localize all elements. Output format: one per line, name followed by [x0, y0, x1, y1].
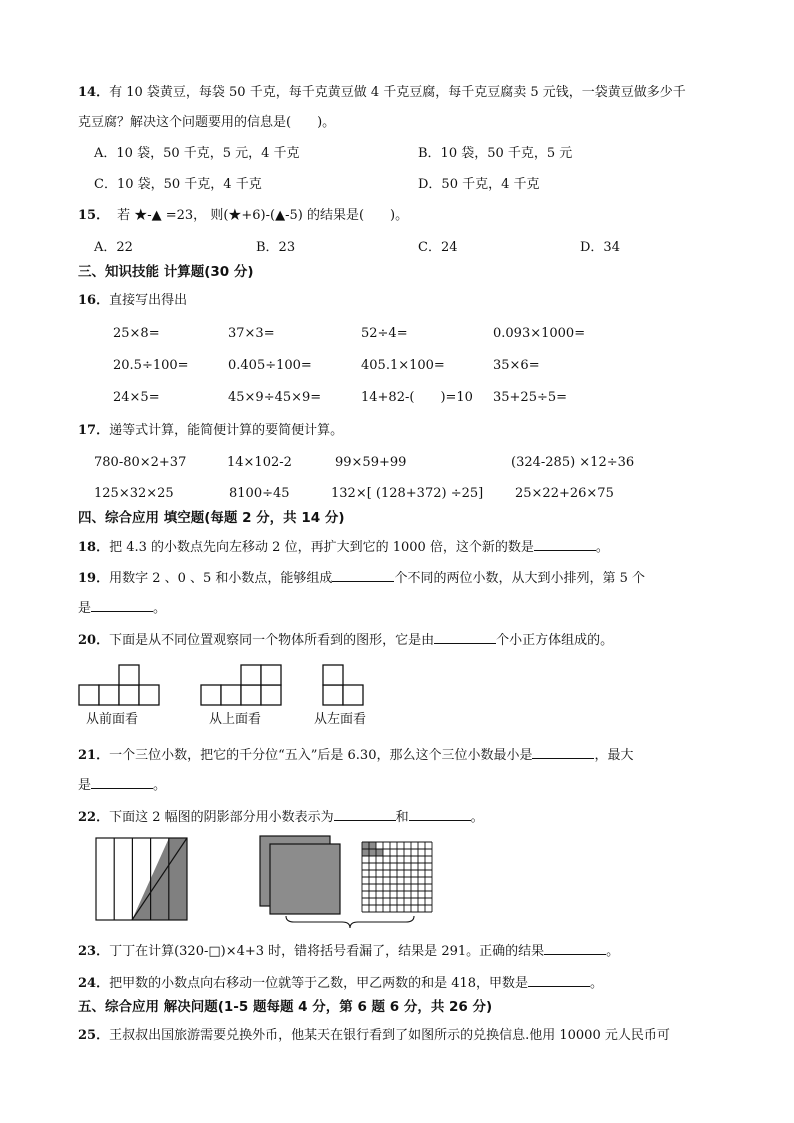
question-text: 递等式计算，能简便计算的要简便计算。	[109, 423, 344, 438]
calc-item: 25×22+26×75	[515, 486, 614, 501]
question-text: 有 10 袋黄豆，每袋 50 千克，每千克黄豆做 4 千克豆腐，每千克豆腐卖 5 元钱，一袋黄豆做多少千	[109, 85, 686, 100]
question-text: 。	[153, 601, 167, 616]
calc-item: 0.405÷100=	[228, 358, 312, 373]
answer-blank[interactable]	[334, 809, 396, 821]
calc-item: 14+82-( )=10	[361, 390, 473, 405]
question-number: 17．	[78, 423, 110, 438]
question-text: 和	[395, 810, 409, 825]
question-text: 丁丁在计算(320-□)×4+3 时，错将括号看漏了，结果是 291。正确的结果	[109, 944, 545, 959]
left-view-figure	[322, 663, 366, 707]
answer-blank[interactable]	[532, 747, 594, 759]
calc-item: 8100÷45	[229, 486, 290, 501]
option-c: C．24	[418, 240, 458, 255]
question-text: 下面是从不同位置观察同一个物体所看到的图形，它是由	[109, 633, 435, 648]
question-number: 20．	[78, 633, 110, 648]
calc-item: 125×32×25	[94, 486, 174, 501]
top-view-figure	[200, 663, 284, 707]
grid-shaded-cell	[362, 842, 369, 849]
option-b: B．10 袋，50 千克，5 元	[418, 146, 573, 161]
question-number: 16．	[78, 293, 110, 308]
section-heading: 五、综合应用 解决问题(1-5 题每题 4 分，第 6 题 6 分，共 26 分)	[78, 999, 493, 1015]
question-text: ，最大	[594, 748, 634, 763]
question-text: 把 4.3 的小数点先向左移动 2 位，再扩大到它的 1000 倍，这个新的数是	[109, 540, 534, 555]
hundred-grid-figure	[360, 840, 434, 914]
question-number: 18．	[78, 540, 110, 555]
brace-figure	[284, 914, 416, 930]
question-number: 24．	[78, 976, 110, 991]
calc-item: (324-285) ×12÷36	[511, 455, 635, 470]
grid-shaded-cell	[369, 849, 376, 856]
answer-blank[interactable]	[434, 632, 496, 644]
grid-shaded-cell	[376, 849, 383, 856]
question-number: 15．	[78, 208, 110, 223]
section-heading: 三、知识技能 计算题(30 分)	[78, 264, 254, 280]
calc-item: 0.093×1000=	[493, 326, 586, 341]
calc-item: 132×[ (128+372) ÷25]	[331, 486, 484, 501]
calc-item: 14×102-2	[227, 455, 292, 470]
question-text: 用数字 2 、0 、5 和小数点，能够组成	[109, 571, 333, 586]
option-b: B．23	[256, 240, 296, 255]
grid-shaded-cell	[369, 842, 376, 849]
answer-blank[interactable]	[544, 943, 606, 955]
section-heading: 四、综合应用 填空题(每题 2 分，共 14 分)	[78, 510, 345, 526]
question-text: 个小正方体组成的。	[496, 633, 614, 648]
front-view-figure	[78, 663, 162, 707]
question-text: 。	[590, 976, 604, 991]
question-number: 21．	[78, 748, 110, 763]
option-c: C．10 袋，50 千克，4 千克	[94, 177, 262, 192]
question-text: 王叔叔出国旅游需要兑换外币，他某天在银行看到了如图所示的兑换信息.他用 10000 元人民币可	[109, 1028, 670, 1043]
calc-item: 780-80×2+37	[94, 455, 187, 470]
calc-item: 35+25÷5=	[493, 390, 568, 405]
strip-rectangle-figure	[95, 836, 189, 922]
answer-blank[interactable]	[332, 570, 394, 582]
calc-item: 25×8=	[113, 326, 160, 341]
calc-item: 405.1×100=	[361, 358, 445, 373]
grid-shaded-cell	[362, 849, 369, 856]
question-text: 。	[595, 540, 609, 555]
question-text: 若 ★-▲ =23， 则(★+6)-(▲-5) 的结果是( )。	[117, 208, 409, 223]
option-a: A．22	[94, 240, 133, 255]
question-number: 22．	[78, 810, 110, 825]
view-caption: 从前面看	[86, 712, 139, 727]
calc-item: 52÷4=	[361, 326, 408, 341]
question-text: 。	[470, 810, 484, 825]
question-number: 23．	[78, 944, 110, 959]
question-text: 克豆腐？解决这个问题要用的信息是( )。	[78, 115, 336, 130]
answer-blank[interactable]	[528, 975, 590, 987]
calc-item: 45×9÷45×9=	[228, 390, 322, 405]
option-d: D．34	[580, 240, 620, 255]
question-text: 个不同的两位小数，从大到小排列，第 5 个	[394, 571, 645, 586]
question-text: 一个三位小数，把它的千分位“五入”后是 6.30，那么这个三位小数最小是	[109, 748, 533, 763]
calc-item: 20.5÷100=	[113, 358, 189, 373]
calc-item: 24×5=	[113, 390, 160, 405]
calc-item: 37×3=	[228, 326, 275, 341]
question-text: 直接写出得出	[109, 293, 188, 308]
question-text: 。	[606, 944, 620, 959]
option-d: D．50 千克，4 千克	[418, 177, 540, 192]
question-text: 下面这 2 幅图的阴影部分用小数表示为	[109, 810, 334, 825]
answer-blank[interactable]	[534, 539, 596, 551]
answer-blank[interactable]	[91, 777, 153, 789]
question-text: 。	[153, 778, 167, 793]
option-a: A．10 袋，50 千克，5 元，4 千克	[94, 146, 300, 161]
question-number: 19．	[78, 571, 110, 586]
question-text: 把甲数的小数点向右移动一位就等于乙数，甲乙两数的和是 418，甲数是	[109, 976, 529, 991]
question-text: 是	[78, 601, 92, 616]
stacked-squares-figure	[258, 834, 342, 916]
calc-item: 99×59+99	[335, 455, 407, 470]
view-caption: 从上面看	[209, 712, 262, 727]
question-number: 25．	[78, 1028, 110, 1043]
question-text: 是	[78, 778, 92, 793]
answer-blank[interactable]	[91, 600, 153, 612]
question-number: 14．	[78, 85, 110, 100]
view-caption: 从左面看	[314, 712, 367, 727]
calc-item: 35×6=	[493, 358, 540, 373]
answer-blank[interactable]	[409, 809, 471, 821]
